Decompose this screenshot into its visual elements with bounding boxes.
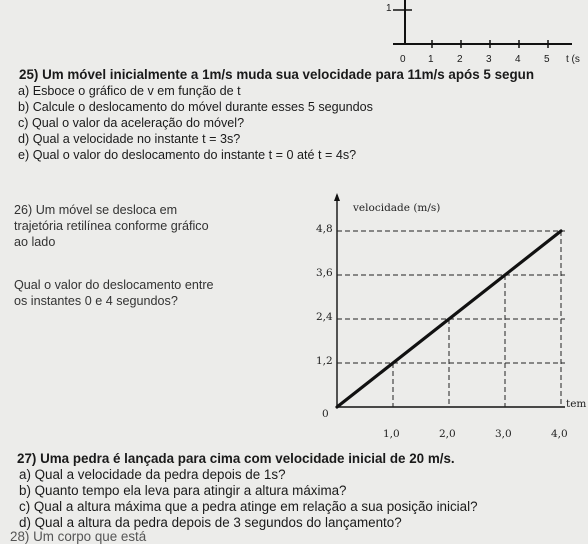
top-x-tick-label: 5 [544,54,550,65]
chart-y-tick-label: 2,4 [316,311,333,323]
q25-item-d: d) Qual a velocidade no instante t = 3s? [18,132,241,146]
top-x-axis-label: t (s [566,54,580,65]
chart-y-tick-label: 3,6 [316,267,333,279]
top-y-tick-label: 1 [386,3,392,14]
q26-line-1: 26) Um móvel se desloca em [14,203,178,217]
q26-line-3: ao lado [14,235,56,249]
chart-y-tick-label: 4,8 [316,223,333,235]
q27-item-c: c) Qual a altura máxima que a pedra atinge em relação a sua posição inicial? [19,499,478,514]
chart-origin-label: 0 [322,408,329,420]
chart-x-tick-label: 4,0 [551,428,568,440]
top-x-tick-label: 4 [515,54,521,65]
chart-y-axis-label: velocidade (m/s) [353,202,441,214]
q25-item-c: c) Qual o valor da aceleração do móvel? [18,116,245,130]
top-x-tick-label: 0 [400,54,406,65]
chart-x-tick-label: 3,0 [495,428,512,440]
q25-item-a: a) Esboce o gráfico de v em função de t [18,84,241,98]
chart-y-axis-arrow [334,193,340,201]
chart-x-tick-label: 2,0 [439,428,456,440]
top-x-tick-label: 1 [428,54,434,65]
chart-x-tick-label: 1,0 [383,428,400,440]
q27-item-a: a) Qual a velocidade da pedra depois de 1s? [19,467,286,482]
q25-item-e: e) Qual o valor do deslocamento do instante t = 0 até t = 4s? [18,148,357,162]
q27-stem: 27) Uma pedra é lançada para cima com velocidade inicial de 20 m/s. [17,451,455,466]
top-x-tick-label: 2 [457,54,463,65]
q26-line-4: Qual o valor do deslocamento entre [14,278,214,292]
chart-y-tick-label: 1,2 [316,355,333,367]
q27-item-b: b) Quanto tempo ela leva para atingir a altura máxima? [19,483,347,498]
q26-line-2: trajetória retilínea conforme gráfico [14,219,209,233]
q25-stem: 25) Um móvel inicialmente a 1m/s muda sua velocidade para 11m/s após 5 segun [19,67,535,82]
q25-item-b: b) Calcule o deslocamento do móvel durante esses 5 segundos [18,100,373,114]
top-x-tick-label: 3 [486,54,492,65]
q28-stem: 28) Um corpo que está [10,529,147,544]
q26-line-5: os instantes 0 e 4 segundos? [14,294,178,308]
q27-item-d: d) Qual a altura da pedra depois de 3 segundos do lançamento? [19,515,402,530]
chart-x-axis-label: tem [566,398,587,410]
